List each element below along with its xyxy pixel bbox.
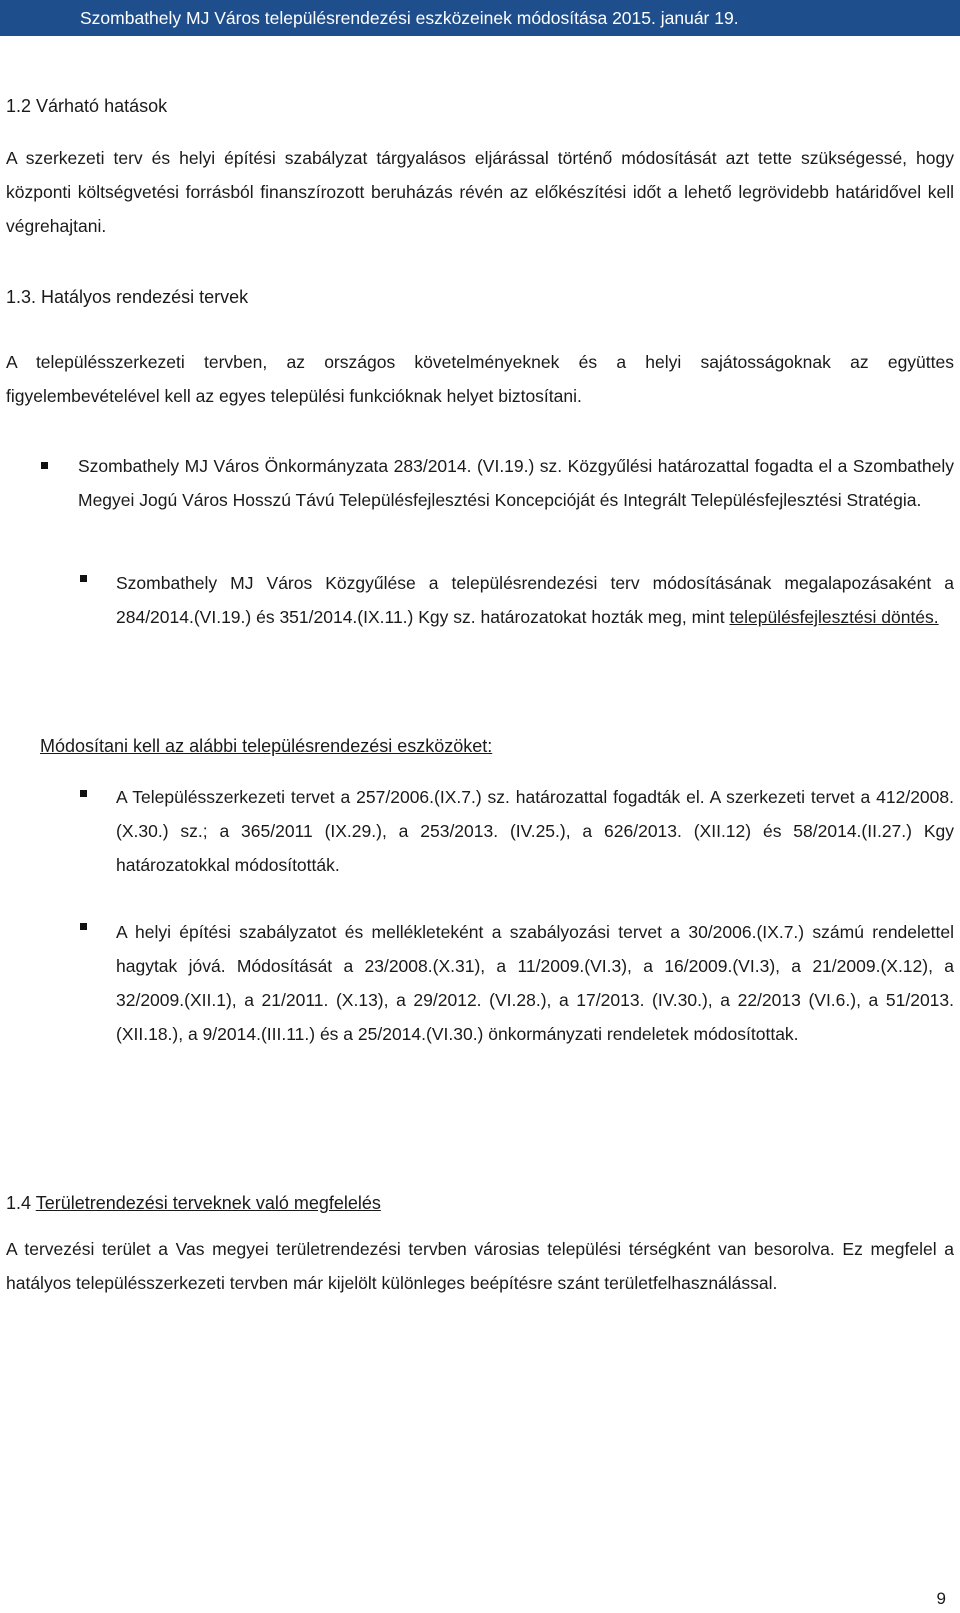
bullet-1-3-item-2-text: Szombathely MJ Város Közgyűlése a településrendezési terv módosításának megalapozásaként a 284/2014.(VI.19.) és 351/2014.(IX.11.) Kgy sz. határozatokat hozták meg, mint [116,573,954,627]
bullet-1-3-item-1: Szombathely MJ Város Önkormányzata 283/2014. (VI.19.) sz. Közgyűlési határozattal fogadta el a Szombathely Megyei Jogú Város Hosszú Távú Településfejlesztési Koncepcióját és Integrált Településfejlesztési Stratégia. [78,456,954,510]
heading-1-2: 1.2 Várható hatások [6,96,168,116]
paragraph-1-2: A szerkezeti terv és helyi építési szabályzat tárgyalásos eljárással történő módosítását azt tette szükségessé, hogy központi költségvetési forrásból finanszírozott beruházás révén az előkészítési időt a lehető legrövidebb határidővel kell végrehajtani. [6,148,954,236]
bullet-marker [80,575,87,582]
heading-1-4-text: Területrendezési terveknek való megfelelés [35,1193,381,1213]
page-number: 9 [936,1589,946,1608]
modify-item-2: A helyi építési szabályzatot és mellékleteként a szabályozási tervet a 30/2006.(IX.7.) számú rendelettel hagytak jóvá. Módosítását a 23/2008.(X.31), a 11/2009.(VI.3), a 16/2009.(VI.3), a 21/2009.(X.12), a 32/2009.(XII.1), a 21/2011. (X.13), a 29/2012. (VI.28.), a 17/2013. (IV.30.), a 22/2013 (VI.6.), a 51/2013.(XII.18.), a 9/2014.(III.11.) és a 25/2014.(VI.30.) önkormányzati rendeletek módosítottak. [116,922,954,1044]
bullet-marker [41,462,48,469]
modify-section-title: Módosítani kell az alábbi településrendezési eszközöket: [40,736,493,756]
heading-1-4 [6,1186,381,1220]
bullet-marker [80,923,87,930]
heading-1-4-number: 1.4 [6,1193,36,1213]
modify-item-1: A Településszerkezeti tervet a 257/2006.(IX.7.) sz. határozattal fogadták el. A szerkezeti tervet a 412/2008. (X.30.) sz.; a 365/2011 (IX.29.), a 253/2013. (IV.25.), a 626/2013. (XII.12) és 58/2014.(II.27.) Kgy határozatokkal módosították. [116,787,954,875]
bullet-1-3-item-2-underlined: településfejlesztési döntés. [729,607,939,627]
paragraph-1-3: A településszerkezeti tervben, az országos követelményeknek és a helyi sajátosságoknak az együttes figyelembevételével kell az egyes települési funkcióknak helyet biztosítani. [6,352,954,406]
paragraph-1-4: A tervezési terület a Vas megyei területrendezési tervben városias települési térségként van besorolva. Ez megfelel a hatályos településszerkezeti tervben már kijelölt különleges beépítésre szánt területfelhasználással. [6,1239,954,1293]
bullet-marker [80,790,87,797]
bullet-1-3-item-2 [116,566,954,634]
heading-1-3: 1.3. Hatályos rendezési tervek [6,287,249,307]
header-title: Szombathely MJ Város településrendezési eszközeinek módosítása 2015. január 19. [80,8,739,28]
document-header [0,0,960,36]
